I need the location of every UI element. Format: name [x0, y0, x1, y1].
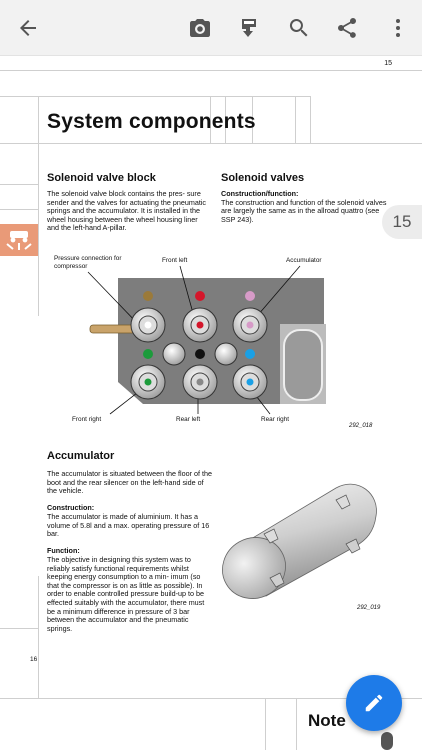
solenoid-block-text: The solenoid valve block contains the pres- sure sender and the valves for actuating the pneumatic springs and the accumulator. It is installed in the wheel housing between the wheel housing liner and the left-hand A-pillar. — [47, 189, 207, 233]
figure2-ref: 292_019 — [357, 605, 381, 611]
accumulator-construction-heading: Construction: — [47, 503, 95, 513]
solenoid-valve-figure — [48, 254, 378, 432]
valve-block-drawing — [48, 254, 378, 432]
label-front-right: Front right — [72, 416, 102, 423]
accumulator-intro: The accumulator is situated between the floor of the boot and the rear silencer on the left-hand side of the vehicle. — [47, 469, 213, 496]
divider — [0, 628, 38, 629]
more-vert-icon[interactable] — [382, 12, 414, 44]
divider — [0, 209, 38, 210]
divider — [265, 698, 266, 750]
next-page-title: Note — [308, 711, 346, 730]
label-front-left: Front left — [162, 257, 188, 264]
accumulator-function-text: The objective in designing this system was to reliably satisfy functional requirements whilst keeping energy consumption to a min- imum (so that the compressor is on as little as possible). In order to enable controlled pressure build-up to be effected suitably with the accumulator, there must be a minimum difference in pressure of 3 bar between the accumulator and the pneumatic springs. — [47, 554, 205, 633]
divider — [0, 96, 310, 97]
divider — [0, 70, 422, 71]
pdf-page[interactable] — [0, 56, 422, 750]
divider — [295, 96, 296, 143]
bookmark-page-icon[interactable] — [233, 12, 265, 44]
pencil-icon — [363, 692, 385, 714]
divider — [310, 96, 311, 143]
divider — [0, 184, 38, 185]
figure1-ref: 292_018 — [349, 423, 373, 429]
scroll-indicator[interactable] — [381, 732, 393, 750]
page-title: System components — [47, 110, 256, 133]
share-icon[interactable] — [331, 12, 363, 44]
search-icon[interactable] — [283, 12, 315, 44]
bottom-page-number: 16 — [30, 656, 38, 663]
label-accumulator: Accumulator — [286, 257, 322, 264]
solenoid-valves-text — [221, 190, 393, 224]
divider — [296, 698, 297, 750]
top-page-number: 15 — [384, 60, 392, 67]
construction-subheading: Construction/function: — [221, 189, 299, 198]
solenoid-valves-heading: Solenoid valves — [221, 172, 305, 184]
accumulator-heading: Accumulator — [47, 450, 115, 462]
accumulator-construction-text: The accumulator is made of aluminium. It has a volume of 5.8l and a max. operating pressure of 16 bar. — [47, 511, 210, 539]
toolbar — [0, 0, 422, 56]
accumulator-function-heading: Function: — [47, 546, 80, 556]
edit-fab-button[interactable] — [346, 675, 402, 731]
label-rear-right: Rear right — [261, 416, 290, 423]
label-rear-left: Rear left — [176, 416, 201, 423]
back-arrow-icon[interactable] — [12, 12, 44, 44]
solenoid-valves-body: The construction and function of the solenoid valves are largely the same as in the allroad quattro (see SSP 243). — [221, 197, 387, 224]
divider — [0, 143, 422, 144]
solenoid-block-heading: Solenoid valve block — [47, 172, 156, 184]
label-pressure-connection: Pressure connection for compressor — [54, 255, 122, 270]
camera-icon[interactable] — [184, 12, 216, 44]
page-indicator: 15 — [382, 205, 422, 239]
accumulator-tank-illustration — [218, 474, 383, 600]
divider — [38, 96, 39, 316]
accumulator-text — [47, 470, 213, 633]
vehicle-lift-icon — [0, 224, 38, 256]
divider — [38, 576, 39, 698]
